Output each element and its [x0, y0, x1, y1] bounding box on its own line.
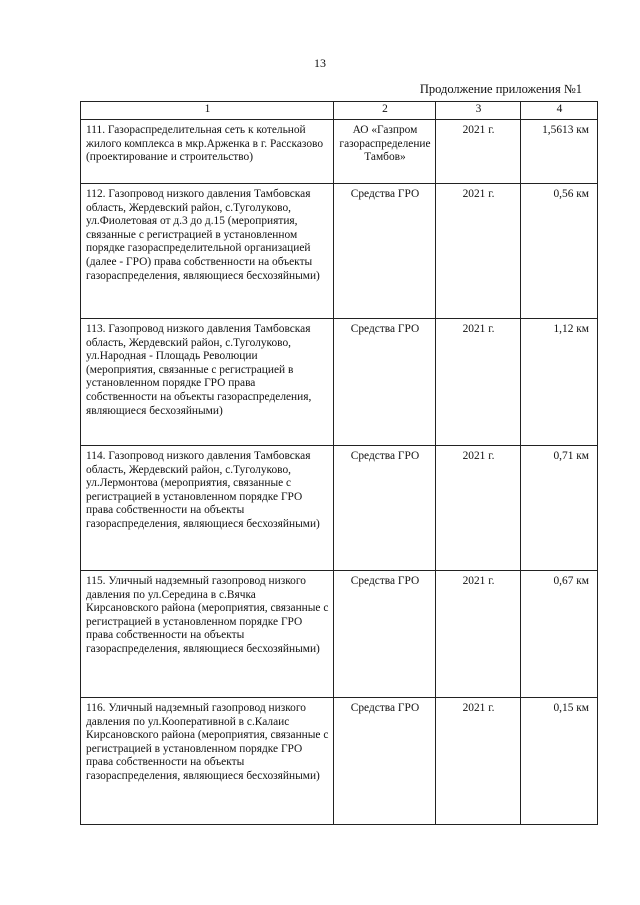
object-description: 111. Газораспределительная сеть к котельной жилого комплекса в мкр.Арженка в г. Рассказово (проектирование и строительство)	[81, 120, 334, 184]
table-row	[81, 446, 598, 571]
executor-cell: Средства ГРО	[334, 698, 436, 825]
year-cell: 2021 г.	[436, 120, 521, 184]
appendix-continuation-label: Продолжение приложения №1	[419, 82, 582, 96]
table-header-row	[81, 102, 598, 120]
column-header-4: 4	[521, 102, 598, 120]
executor-cell: Средства ГРО	[334, 571, 436, 698]
executor-cell: Средства ГРО	[334, 184, 436, 319]
table-row	[81, 184, 598, 319]
length-cell: 1,12 км	[521, 319, 598, 446]
appendix-table	[80, 101, 598, 825]
object-description: 115. Уличный надземный газопровод низкого давления по ул.Середина в с.Вячка Кирсановского района (мероприятия, связанные с регистрацией в установленном порядке ГРО права собственности на объекты газораспределения, являющиеся бесхозяйными)	[81, 571, 334, 698]
table-row	[81, 698, 598, 825]
object-description: 114. Газопровод низкого давления Тамбовская область, Жердевский район, с.Туголуково, ул.Лермонтова (мероприятия, связанные с регистрацией в установленном порядке ГРО права собственности на объекты газораспределения, являющиеся бесхозяйными)	[81, 446, 334, 571]
page-number: 13	[314, 56, 326, 70]
object-description: 112. Газопровод низкого давления Тамбовская область, Жердевский район, с.Туголуково, ул.Фиолетовая от д.3 до д.15 (мероприятия, связанные с регистрацией в установленном порядке газораспределительной организацией (далее - ГРО) права собственности на объекты газораспределения, являющиеся бесхозяйными)	[81, 184, 334, 319]
year-cell: 2021 г.	[436, 571, 521, 698]
length-cell: 0,56 км	[521, 184, 598, 319]
year-cell: 2021 г.	[436, 184, 521, 319]
year-cell: 2021 г.	[436, 446, 521, 571]
column-header-1: 1	[81, 102, 334, 120]
year-cell: 2021 г.	[436, 698, 521, 825]
length-cell: 1,5613 км	[521, 120, 598, 184]
object-description: 113. Газопровод низкого давления Тамбовская область, Жердевский район, с.Туголуково, ул.Народная - Площадь Революции (мероприятия, связанные с регистрацией в установленном порядке ГРО права собственности на объекты газораспределения, являющиеся бесхозяйными)	[81, 319, 334, 446]
executor-cell: Средства ГРО	[334, 319, 436, 446]
executor-cell: АО «Газпром газораспределение Тамбов»	[334, 120, 436, 184]
length-cell: 0,15 км	[521, 698, 598, 825]
length-cell: 0,67 км	[521, 571, 598, 698]
executor-cell: Средства ГРО	[334, 446, 436, 571]
column-header-3: 3	[436, 102, 521, 120]
object-description: 116. Уличный надземный газопровод низкого давления по ул.Кооперативной в с.Калаис Кирсановского района (мероприятия, связанные с регистрацией в установленном порядке ГРО права собственности на объекты газораспределения, являющиеся бесхозяйными)	[81, 698, 334, 825]
table-row	[81, 120, 598, 184]
table-row	[81, 571, 598, 698]
column-header-2: 2	[334, 102, 436, 120]
table-row	[81, 319, 598, 446]
year-cell: 2021 г.	[436, 319, 521, 446]
length-cell: 0,71 км	[521, 446, 598, 571]
